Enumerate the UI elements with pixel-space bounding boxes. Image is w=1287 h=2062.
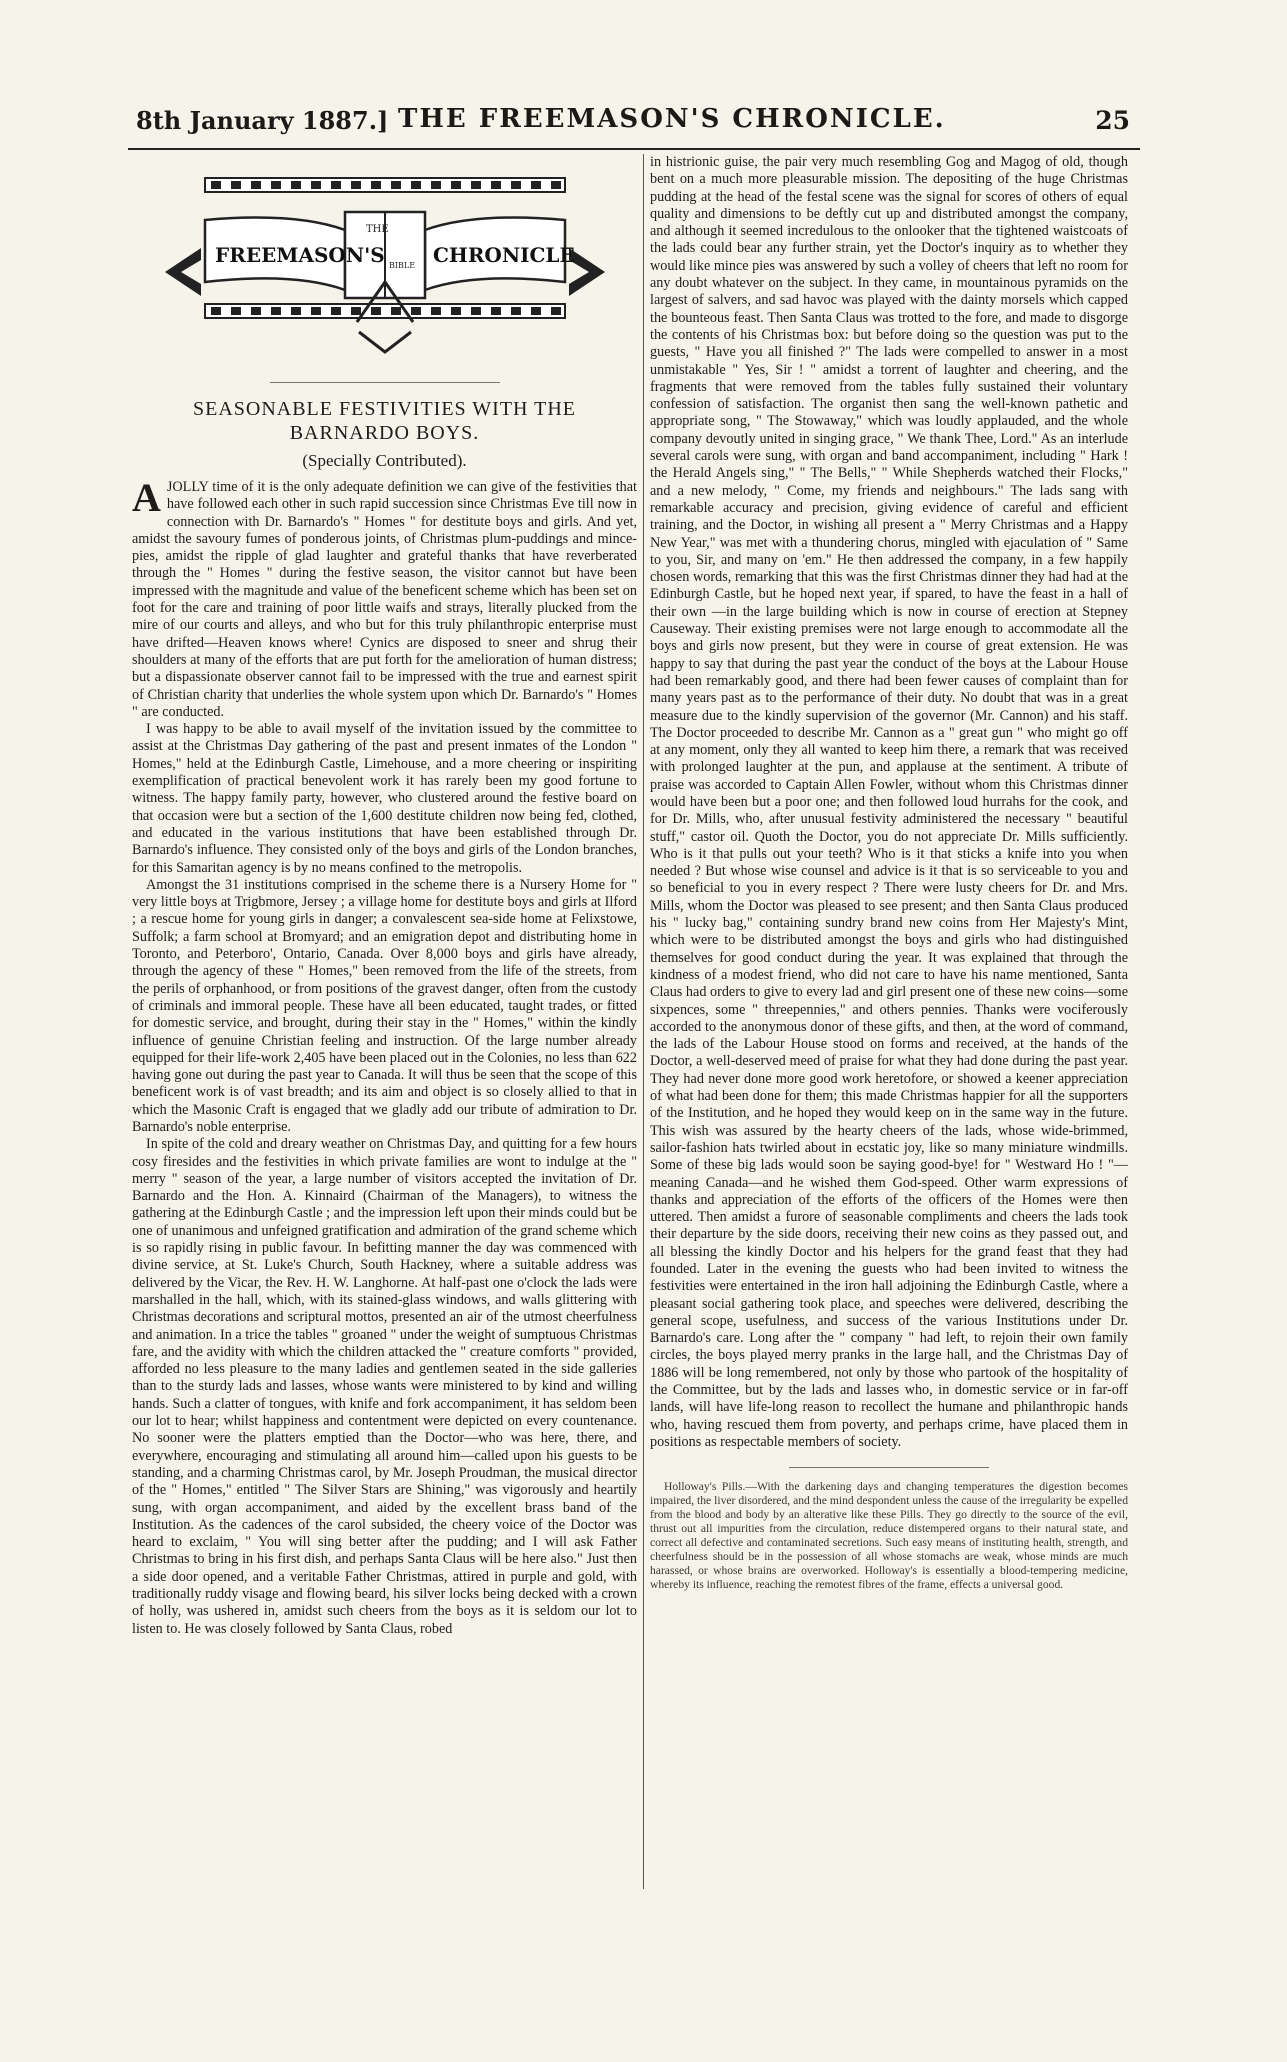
section-divider	[789, 1467, 989, 1468]
masthead-logo	[145, 172, 625, 372]
article-title: SEASONABLE FESTIVITIES WITH THE BARNARDO BOYS.	[192, 398, 577, 444]
paragraph: Amongst the 31 institutions comprised in the scheme there is a Nursery Home for " very little boys at Trigbmore, Jersey ; a village home for destitute boys and girls at Ilford ; a rescue home for young girls in danger; a convalescent sea-side home at Felixstowe, Suffolk; a farm school at Bromyard; and an emigration depot and distributing home in Toronto, and Peterboro', Ontario, Canada. Over 8,000 boys and girls have already, through the agency of these " Homes," been removed from the life of the streets, from the perils of orphanhood, or from positions of the gravest danger, often from the custody of criminals and immoral people. These have all been educated, taught trades, or fitted for domestic service, and brought, during their stay in the " Homes," within the kindly influence of genuine Christian feeling and instruction. Of the large number already equipped for their life-work 2,405 have been placed out in the Colonies, no less than 622 having gone out during the past year to Canada. It will thus be seen that the scope of this beneficent work is of vast breadth; and its aim and object is so closely allied to that in which the Masonic Craft is engaged that we gladly add our tribute of admiration to Dr. Barnardo's noble enterprise.	[132, 876, 637, 1135]
issue-date: 8th January 1887.]	[136, 106, 389, 135]
advertisement-holloways-pills: Holloway's Pills.—With the darkening days and changing temperatures the digestion becomes impaired, the liver disordered, and the mind despondent unless the cause of the irregularity be expelled from the blood and body by an alterative like these Pills. They go directly to the source of the evil, thrust out all impurities from the circulation, reduce distempered organs to their natural state, and correct all defective and contaminated secretions. Such easy means of instituting health, strength, and cheerfulness should be in the possession of all whose stomachs are weak, whose minds are much harassed, or whose brains are overworked. Holloway's is essentially a blood-tempering medicine, whereby its influence, reaching the remotest fibres of the frame, effects a universal good.	[650, 1480, 1128, 1592]
paragraph: I was happy to be able to avail myself of the invitation issued by the committee to assist at the Christmas Day gathering of the past and present inmates of the London " Homes," held at the Edinburgh Castle, Limehouse, and a more cheering or inspiriting exemplification of practical benevolent work it has rarely been my good fortune to witness. The happy family party, however, who clustered around the festive board on that occasion were but a section of the 1,600 destitute children now being fed, clothed, and educated in the various institutions that have been established through Dr. Barnardo's influence. They consisted only of the boys and girls of the London branches, for this Samaritan agency is by no means confined to the metropolis.	[132, 721, 637, 876]
logo-the-text: THE	[365, 224, 389, 235]
publication-title: THE FREEMASON'S CHRONICLE.	[398, 104, 946, 134]
logo-word-left: FREEMASON'S	[214, 243, 385, 267]
logo-word-right: CHRONICLE	[432, 243, 575, 267]
masthead-divider	[270, 382, 500, 383]
column-divider	[643, 154, 644, 1889]
article-subtitle: (Specially Contributed).	[302, 451, 467, 470]
paragraph-text: JOLLY time of it is the only adequate definition we can give of the festivities that have followed each other in such rapid succession since Christmas Eve till now in connection with Dr. Barnardo's " Homes " for destitute boys and girls. And yet, amidst the savoury fumes of ponderous joints, of Christmas plum-puddings and mince-pies, amidst the ripple of glad laughter and grateful thanks that have reverberated through the " Homes " during the festive season, the visitor cannot but have been impressed with the magnitude and value of the beneficent scheme which has been set on foot for the care and training of poor little waifs and strays, literally plucked from the mire of our courts and alleys, and who but for this truly philanthropic enterprise must have drifted—Heaven knows where! Cynics are disposed to sneer and shrug their shoulders at many of the efforts that are put forth for the amelioration of human distress; but a dispassionate observer cannot fail to be impressed with the true and earnest spirit of Christian charity that underlies the whole system upon which Dr. Barnardo's " Homes " are conducted.	[132, 479, 637, 720]
page-number: 25	[1095, 106, 1130, 135]
running-head	[128, 100, 1140, 150]
paragraph	[132, 475, 637, 721]
drop-cap: A	[132, 475, 161, 520]
masthead-emblem	[145, 172, 625, 372]
left-column	[132, 154, 637, 1638]
paragraph: in histrionic guise, the pair very much resembling Gog and Magog of old, though bent on a much more pleasurable mission. The depositing of the huge Christmas pudding at the head of the festal scene was the signal for scores of others of equal quality and dimensions to be deftly cut up and distributed amongst the company, and although it seemed incredulous to the onlooker that the tightened waistcoats of the lads could bear any further strain, yet the Doctor's inquiry as to whether they would like mince pies was answered by such a volley of cheers that left no room for any doubt whatever on the subject. In they came, in mountainous pyramids on the largest of salvers, and sad havoc was played with the dainty morsels which capped the bounteous feast. Then Santa Claus was trotted to the fore, and made to disgorge the contents of his Christmas box: but before doing so the question was put to the guests, " Have you all finished ?" The lads were compelled to answer in a most unmistakable " Yes, Sir ! " amidst a torrent of laughter and cheering, and the fragments that were removed from the tables fully sustained their voluntary confession of satisfaction. The organist then sang the well-known pathetic and appropriate song, " The Stowaway," which was loudly applauded, and the whole company devoutly united in singing grace, " We thank Thee, Lord." As an interlude several carols were sung, with organ and band accompaniment, including " Hark ! the Herald Angels sing," " The Bells," " While Shepherds watched their Flocks," and a new melody, " Come, my friends and neighbours." The lads sang with remarkable accuracy and precision, giving evidence of careful and efficient training, and the Doctor, in wishing all present a " Merry Christmas and a Happy New Year," was met with a thundering chorus, mingled with ejaculation of " Same to you, Sir, and many on 'em." He then addressed the company, in a few happily chosen words, remarking that this was the first Christmas dinner they had had at the Edinburgh Castle, but he hoped next year, if spared, to have the feast in a hall of their own —in the large building which is now in course of erection at Stepney Causeway. Their existing premises were not large enough to accommodate all the boys and girls now present, but they were in course of great extension. He was happy to say that during the past year the conduct of the boys at the Labour House had been remarkably good, and there had been fewer causes of complaint than for many years past as to the performance of their duty. No doubt that was in a great measure due to the kindly supervision of the governor (Mr. Cannon) and his staff. The Doctor proceeded to describe Mr. Cannon as a " great gun " who might go off at any moment, only they all wanted to keep him there, a remark that was received with prolonged laughter at the pun, and applause at the sentiment. A tribute of praise was accorded to Captain Allen Fowler, without whom this Christmas dinner would have been but a poor one; and then followed loud hurrahs for the cook, and for Dr. Mills, who, after unusual festivity administered the necessary " beautiful stuff," castor oil. Quoth the Doctor, you do not appreciate Dr. Mills sufficiently. Who is it that pulls out your teeth? Who is it that sticks a knife into you when needed ? But whose wise counsel and advice is it that is so serviceable to you and so beneficial to you in every respect ? There were lusty cheers for Dr. and Mrs. Mills, whom the Doctor was pleased to see present; and then Santa Claus produced his " lucky bag," containing sundry brand new coins from Her Majesty's Mint, which were to be distributed amongst the boys and girls who had distinguished themselves for good conduct during the year. It was explained that through the kindness of a modest friend, who did not care to have his name mentioned, Santa Claus had orders to give to every lad and girl present one of these new coins—some sixpences, some " threepennies," and others pennies. Thanks were vociferously accorded to the anonymous donor of these gifts, and then, at the word of command, the lads of the Labour House stood on forms and received, at the hands of the Doctor, a well-deserved meed of praise for what they had done during the past year. They had never done more good work heretofore, or showed a keener appreciation of what had been done for them; this made Christmas happier for all the supporters of the Institution, and he hoped they would keep on in the same way in the future. This wish was assured by the hearty cheers of the lads, whose wide-brimmed, sailor-fashion hats twirled about in ecstatic joy, like so many miniature windmills. Some of these big lads would soon be saying good-bye! for " Westward Ho ! "—meaning Canada—and he wished them God-speed. Other warm expressions of thanks and appreciation of the efforts of the officers of the Homes were then uttered. Then amidst a furore of seasonable compliments and cheers the lads took their departure by the side doors, receiving their new coins as they passed out, and all blessing the kindly Doctor and his helpers for the grand feast that they had founded. Later in the evening the guests who had been invited to witness the festivities were entertained in the iron hall adjoining the Edinburgh Castle, where a pleasant social gathering took place, and speeches were delivered, describing the general scope, usefulness, and success of the various Institutions under Dr. Barnardo's care. Long after the " company " had left, to rejoin their own family circles, the boys played merry pranks in the large hall, and the Christmas Day of 1886 will be long remembered, not only by those who partook of the hospitality of the Committee, but by the lads and lasses who, in domestic service or in far-off lands, will have life-long reason to recollect the humane and philanthropic hands who, having rescued them from poverty, and perhaps crime, have placed them in positions as respectable members of society.	[650, 154, 1128, 1450]
paragraph: In spite of the cold and dreary weather on Christmas Day, and quitting for a few hours cosy firesides and the festivities in which private families are wont to indulge at the " merry " season of the year, a large number of visitors accepted the invitation of Dr. Barnardo and the Hon. A. Kinnaird (Chairman of the Managers), to witness the gathering at the Edinburgh Castle ; and the impression left upon their minds could but be one of unanimous and unfeigned gratification and admiration of the grand scheme which is so rapidly rising in public favour. In befitting manner the day was commenced with divine service, at St. Luke's Church, South Hackney, where a suitable address was delivered by the Vicar, the Rev. H. W. Langhorne. At half-past one o'clock the lads were marshalled in the hall, which, with its stained-glass windows, and walls glittering with Christmas decorations and scriptural mottos, presented an air of the utmost cheerfulness and animation. In a trice the tables " groaned " under the weight of sumptuous Christmas fare, and the avidity with which the children attacked the " creature comforts " provided, afforded no less pleasure to the many ladies and gentlemen seated in the side galleries than to the sturdy lads and lasses, whose wants were ministered to by kind and willing hands. Such a clatter of tongues, with knife and fork accompaniment, it has seldom been our lot to hear; whilst happiness and contentment were depicted on every countenance. No sooner were the platters emptied than the Doctor—who was here, there, and everywhere, encouraging and stimulating all around him—called upon his guests to be standing, and a charming Christmas carol, by Mr. Joseph Proudman, the musical director of the " Homes," entitled " The Silver Stars are Shining," was vigorously and heartily sung, with organ accompaniment, and aided by the excellent brass band of the Institution. As the cadences of the carol subsided, the cheery voice of the Doctor was heard to exclaim, " You will sing better after the pudding; and I will ask Father Christmas to bring in his first dish, and perhaps Santa Claus will be here also." Just then a side door opened, and a veritable Father Christmas, attired in purple and gold, with traditionally ruddy visage and flowing beard, his silver locks being decked with a crown of holly, was ushered in, amidst such cheers from the boys as it is seldom our lot to listen to. He was closely followed by Santa Claus, robed	[132, 1136, 637, 1637]
logo-bible-text: BIBLE	[388, 261, 415, 270]
right-column	[650, 154, 1128, 1592]
